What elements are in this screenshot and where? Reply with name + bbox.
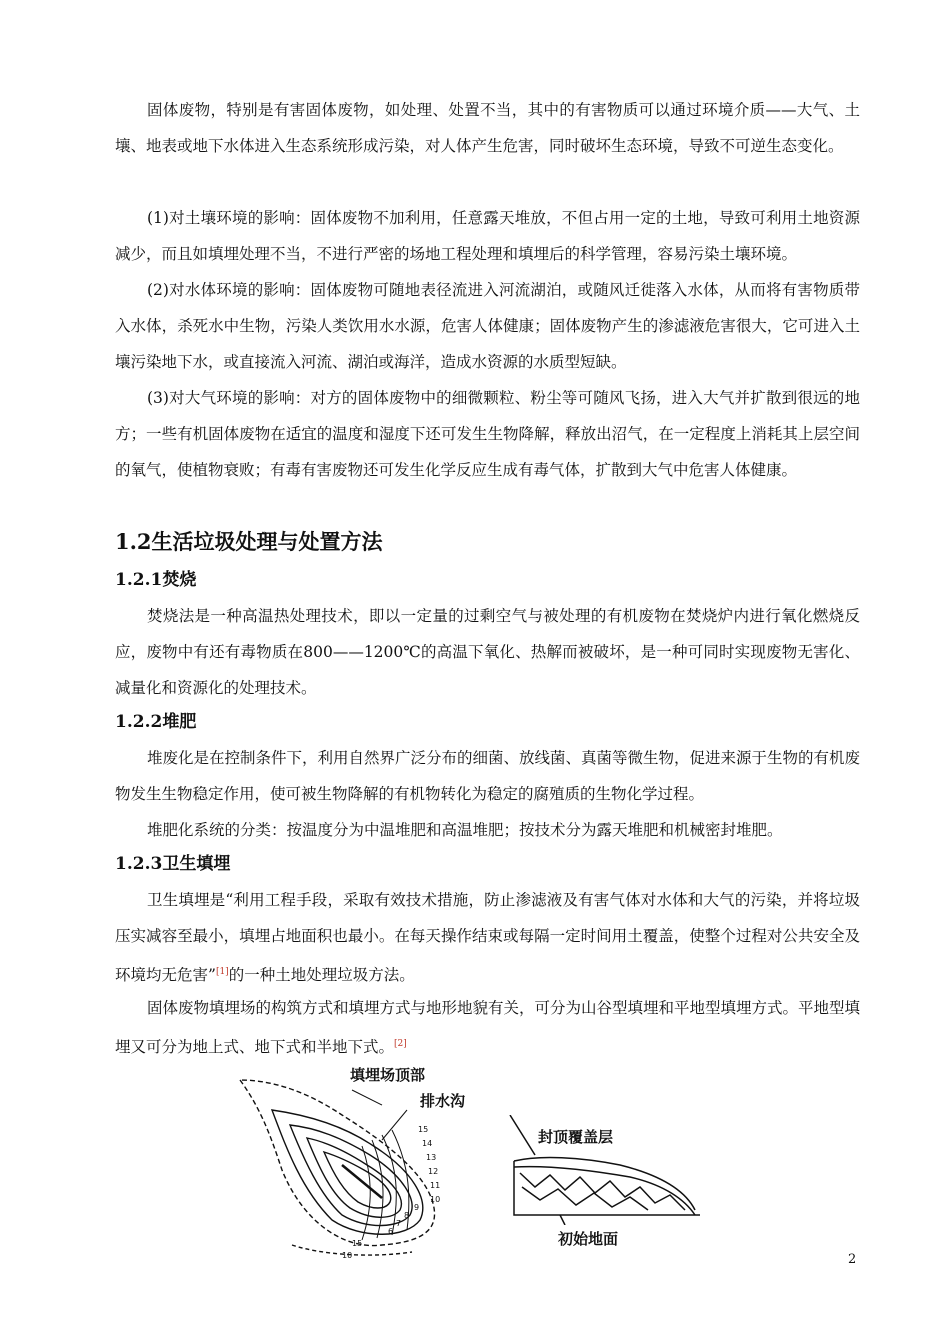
- incineration-paragraph: 焚烧法是一种高温热处理技术，即以一定量的过剩空气与被处理的有机废物在焚烧炉内进行氧化燃烧反应，废物中有还有毒物质在800——1200℃的高温下氧化、热解而被破坏，是一种可同时实现废物无害化、减量化和资源化的处理技术。: [115, 607, 860, 697]
- contour-label: 9: [414, 1203, 420, 1212]
- section-heading-1-2-3: 1.2.3卫生填埋: [115, 854, 231, 874]
- section-heading-1-2: 1.2生活垃圾处理与处置方法: [115, 529, 383, 554]
- compost-paragraph-1: 堆废化是在控制条件下，利用自然界广泛分布的细菌、放线菌、真菌等微生物，促进来源于生物的有机废物发生生物稳定作用，使可被生物降解的有机物转化为稳定的腐殖质的生物化学过程。: [115, 749, 861, 803]
- contour-label: 6: [388, 1227, 394, 1236]
- soil-impact-paragraph: (1)对土壤环境的影响：固体废物不加利用，任意露天堆放，不但占用一定的土地，导致可利用土地资源减少，而且如填埋处理不当，不进行严密的场地工程处理和填埋后的科学管理，容易污染土壤环境。: [115, 209, 860, 263]
- landfill-paragraph-1-tail: 的一种土地处理垃圾方法。: [228, 966, 415, 985]
- label-original-ground: 初始地面: [558, 1230, 619, 1248]
- contour-label: 10: [430, 1195, 441, 1204]
- contour-label: 11: [430, 1181, 441, 1190]
- label-drainage-ditch: 排水沟: [420, 1092, 466, 1110]
- landfill-paragraph-1-text: 卫生填埋是“利用工程手段，采取有效技术措施，防止渗滤液及有害气体对水体和大气的污染，并将垃圾压实减容至最小，填埋占地面积也最小。在每天操作结束或每隔一定时间用土覆盖，使整个过程对公共安全及环境均无危害”: [115, 891, 860, 985]
- landfill-paragraph-2: [115, 990, 860, 1065]
- citation-1[interactable]: [1]: [215, 967, 229, 977]
- label-landfill-top: 填埋场顶部: [350, 1066, 426, 1084]
- label-capping-layer: 封顶覆盖层: [538, 1128, 614, 1146]
- landfill-paragraph-2-text: 固体废物填埋场的构筑方式和填埋方式与地形地貌有关，可分为山谷型填埋和平地型填埋方式。平地型填埋又可分为地上式、地下式和半地下式。: [115, 999, 861, 1057]
- citation-2[interactable]: [2]: [394, 1039, 407, 1049]
- valley-landfill-contour-diagram: [232, 1070, 532, 1260]
- landfill-paragraph-1: [115, 882, 860, 993]
- section-heading-1-2-1: 1.2.1焚烧: [115, 570, 197, 590]
- intro-paragraph: 固体废物，特别是有害固体废物，如处理、处置不当，其中的有害物质可以通过环境介质——大气、土壤、地表或地下水体进入生态系统形成污染，对人体产生危害，同时破坏生态环境，导致不可逆生态变化。: [115, 101, 860, 155]
- contour-label: 15: [352, 1239, 363, 1248]
- page-number: 2: [848, 1252, 857, 1267]
- compost-paragraph-2: 堆肥化系统的分类：按温度分为中温堆肥和高温堆肥；按技术分为露天堆肥和机械密封堆肥。: [147, 821, 783, 839]
- air-impact-paragraph: (3)对大气环境的影响：对方的固体废物中的细微颗粒、粉尘等可随风飞扬，进入大气并扩散到很远的地方；一些有机固体废物在适宜的温度和湿度下还可发生生物降解，释放出沼气，在一定程度上消耗其上层空间的氧气，使植物衰败；有毒有害废物还可发生化学反应生成有毒气体，扩散到大气中危害人体健康。: [115, 389, 860, 479]
- contour-label: 15: [418, 1125, 429, 1134]
- contour-label: 10: [342, 1251, 353, 1260]
- contour-label: 12: [428, 1167, 439, 1176]
- water-impact-paragraph: (2)对水体环境的影响：固体废物可随地表径流进入河流湖泊，或随风迁徙落入水体，从而将有害物质带入水体，杀死水中生物，污染人类饮用水水源，危害人体健康；固体废物产生的渗滤液危害很大，它可进入土壤污染地下水，或直接流入河流、湖泊或海洋，造成水资源的水质型短缺。: [115, 281, 860, 371]
- contour-label: 14: [422, 1139, 433, 1148]
- contour-label: 8: [404, 1211, 410, 1220]
- contour-label: 13: [426, 1153, 437, 1162]
- contour-label: 7: [396, 1219, 402, 1228]
- section-heading-1-2-2: 1.2.2堆肥: [115, 712, 197, 732]
